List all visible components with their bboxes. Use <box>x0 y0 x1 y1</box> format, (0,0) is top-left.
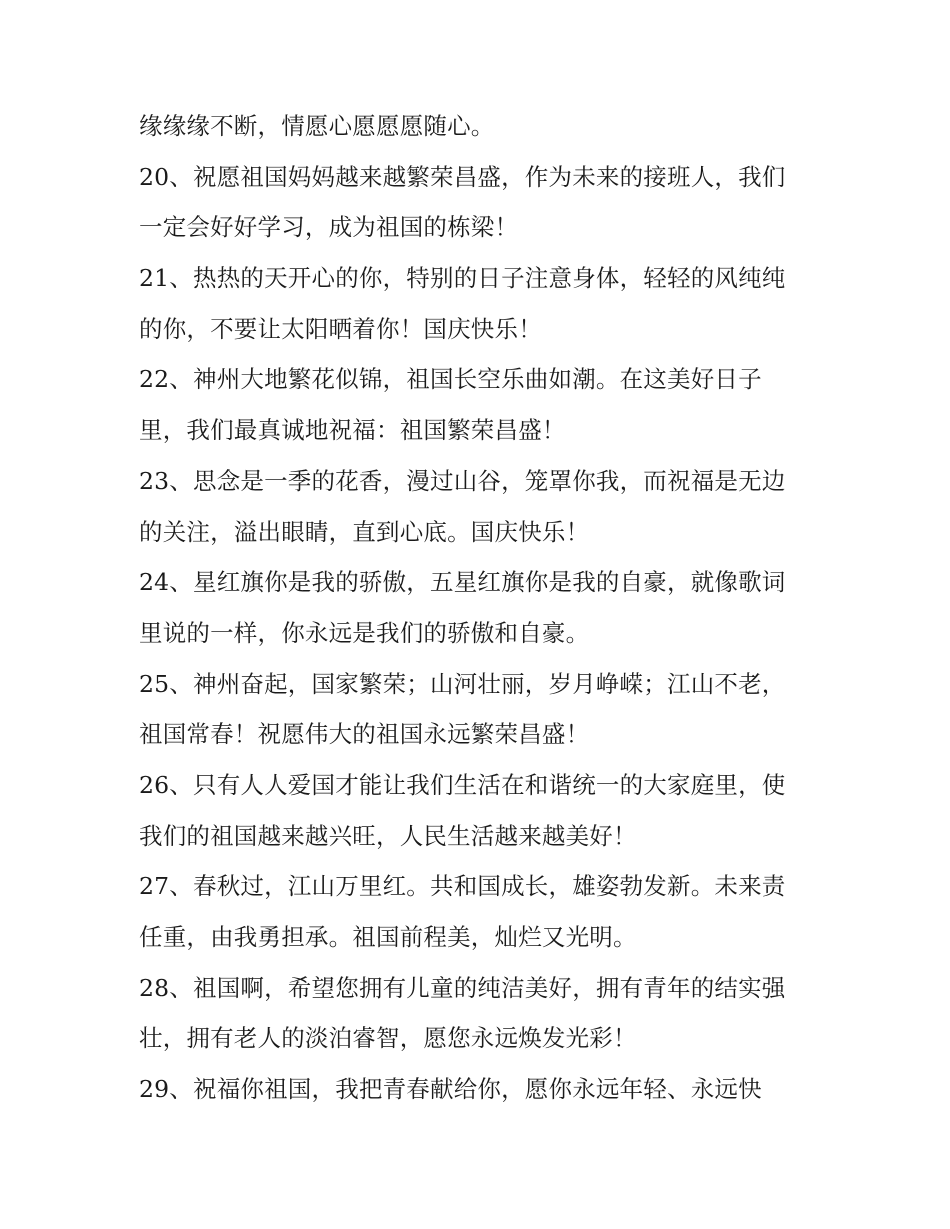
text-line: 一定会好好学习，成为祖国的栋梁！ <box>139 213 519 242</box>
text-line: 22、神州大地繁花似锦，祖国长空乐曲如潮。在这美好日子 <box>139 365 762 394</box>
text-line: 的你，不要让太阳晒着你！国庆快乐！ <box>139 314 542 343</box>
text-line: 里说的一样，你永远是我们的骄傲和自豪。 <box>139 618 590 647</box>
text-line: 28、祖国啊，希望您拥有儿童的纯洁美好，拥有青年的结实强 <box>139 973 786 1002</box>
text-line: 23、思念是一季的花香，漫过山谷，笼罩你我，而祝福是无边 <box>139 466 786 495</box>
text-line: 的关注，溢出眼睛，直到心底。国庆快乐！ <box>139 517 590 546</box>
document-body <box>139 101 819 1115</box>
text-line: 27、春秋过，江山万里红。共和国成长，雄姿勃发新。未来责 <box>139 872 786 901</box>
text-line: 21、热热的天开心的你，特别的日子注意身体，轻轻的风纯纯 <box>139 264 786 293</box>
text-line: 26、只有人人爱国才能让我们生活在和谐统一的大家庭里，使 <box>139 770 786 799</box>
text-line: 24、星红旗你是我的骄傲，五星红旗你是我的自豪，就像歌词 <box>139 568 786 597</box>
text-line: 29、祝福你祖国，我把青春献给你，愿你永远年轻、永远快 <box>139 1075 762 1104</box>
text-line: 壮，拥有老人的淡泊睿智，愿您永远焕发光彩！ <box>139 1024 637 1053</box>
text-line: 25、神州奋起，国家繁荣；山河壮丽，岁月峥嵘；江山不老， <box>139 669 786 698</box>
text-line: 任重，由我勇担承。祖国前程美，灿烂又光明。 <box>139 923 637 951</box>
text-line: 我们的祖国越来越兴旺，人民生活越来越美好！ <box>139 821 637 850</box>
text-line: 缘缘缘不断，情愿心愿愿愿随心。 <box>139 112 495 140</box>
text-line: 祖国常春！祝愿伟大的祖国永远繁荣昌盛！ <box>139 720 590 749</box>
text-line: 里，我们最真诚地祝福：祖国繁荣昌盛！ <box>139 416 566 445</box>
text-line: 20、祝愿祖国妈妈越来越繁荣昌盛，作为未来的接班人，我们 <box>139 162 786 191</box>
